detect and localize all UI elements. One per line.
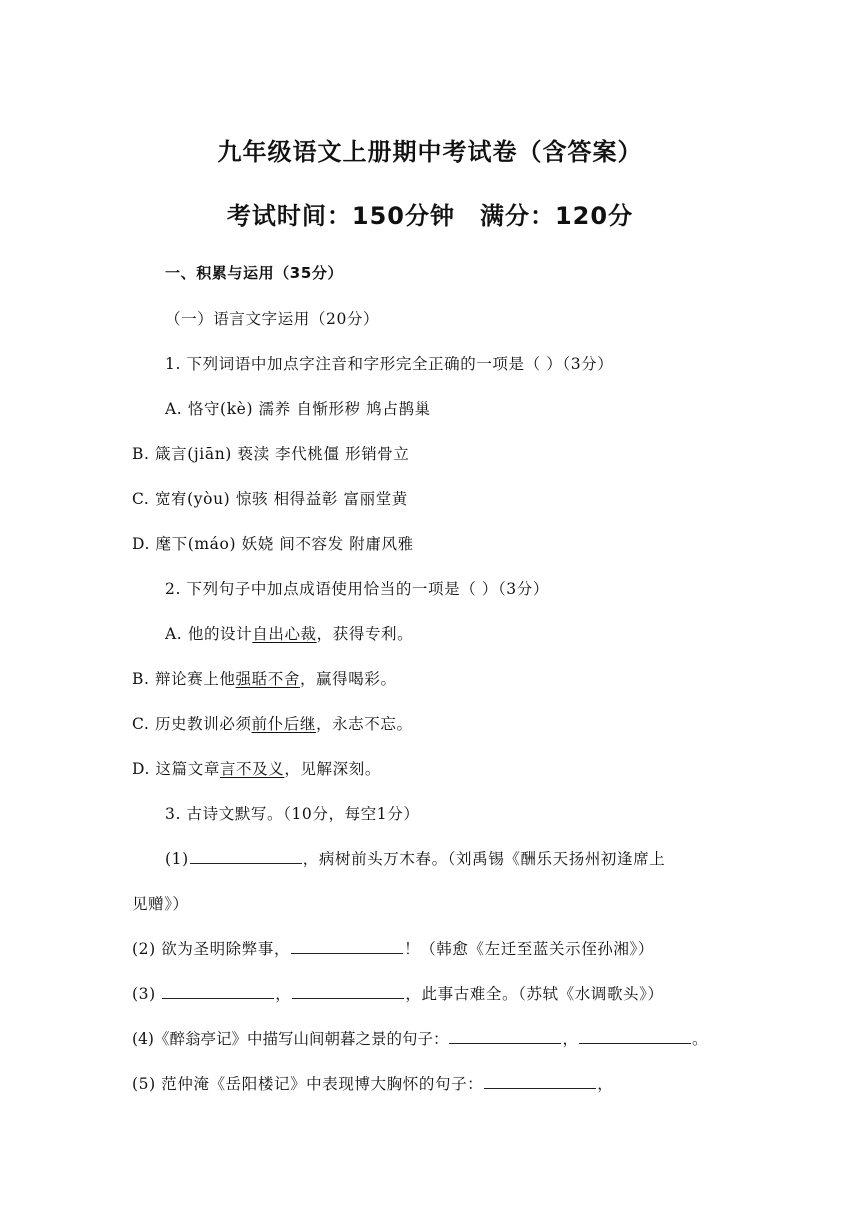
item-text: (5) 范仲淹《岳阳楼记》中表现博大胸怀的句子： [132,1075,484,1093]
q3-item-1-cont: 见赠》） [132,895,189,913]
q2-option-a [165,622,413,644]
option-text: B. 辩论赛上他 [132,670,236,688]
item-text: (1) [165,850,189,868]
item-text: (2) 欲为圣明除弊事， [132,940,291,958]
q3-item-5: (5) 范仲淹《岳阳楼记》中表现博大胸怀的句子： ， [132,1075,614,1093]
answer-blank[interactable] [190,849,302,864]
answer-blank[interactable] [579,1029,691,1044]
option-text: ，赢得喝彩。 [299,670,397,688]
q1-option-b: B. 箴言(jiān) 亵渎 李代桃僵 形销骨立 [132,445,410,463]
answer-blank[interactable] [449,1029,561,1044]
item-text: ！（韩愈《左迁至蓝关示侄孙湘》） [404,940,654,958]
q1-option-c: C. 宽宥(yòu) 惊骇 相得益彰 富丽堂黄 [132,490,408,508]
q3-item-4: (4)《醉翁亭记》中描写山间朝暮之景的句子： ， 。 [132,1030,708,1048]
option-text: A. 他的设计 [165,625,253,643]
option-text: C. 历史教训必须 [132,715,252,733]
answer-blank[interactable] [291,939,403,954]
item-text: ，病树前头万木春。（刘禹锡《酬乐天扬州初逢席上 [302,850,666,868]
answer-blank[interactable] [292,984,404,999]
item-text: (4)《醉翁亭记》中描写山间朝暮之景的句子： [132,1030,449,1048]
option-text: D. 这篇文章 [132,760,220,778]
q1-option-a: A. 恪守(kè) 濡养 自惭形秽 鸠占鹊巢 [165,400,431,418]
page-title: 九年级语文上册期中考试卷（含答案） [217,138,643,166]
idiom-underlined: 自出心裁 [252,625,317,643]
exam-info: 考试时间：150分钟 满分：120分 [226,202,634,230]
option-text: ，见解深刻。 [284,760,381,778]
q1-option-d: D. 麾下(máo) 妖娆 间不容发 附庸风雅 [132,535,414,553]
q3-item-2 [132,937,654,959]
section-heading: 一、积累与运用（35分） [165,264,344,282]
question-1-stem: 1. 下列词语中加点字注音和字形完全正确的一项是（ ）（3分） [165,355,614,373]
q2-option-c [132,712,413,734]
q2-option-b [132,667,397,689]
answer-blank[interactable] [484,1074,596,1089]
answer-blank[interactable] [162,984,274,999]
item-text: (3) [132,985,156,1003]
item-text: ，此事古难全。（苏轼《水调歌头》） [405,985,664,1003]
question-3-stem: 3. 古诗文默写。（10分，每空1分） [165,805,420,823]
q2-option-d [132,757,381,779]
idiom-underlined: 前仆后继 [251,715,316,733]
option-text: ，获得专利。 [316,625,414,643]
idiom-underlined: 强聒不舍 [235,670,300,688]
subsection-heading: （一）语言文字运用（20分） [165,310,380,328]
q3-item-3: (3) ， ，此事古难全。（苏轼《水调歌头》） [132,985,664,1003]
option-text: ，永志不忘。 [315,715,413,733]
q3-item-1 [165,847,665,869]
idiom-underlined: 言不及义 [219,760,285,778]
question-2-stem: 2. 下列句子中加点成语使用恰当的一项是（ ）（3分） [165,580,549,598]
